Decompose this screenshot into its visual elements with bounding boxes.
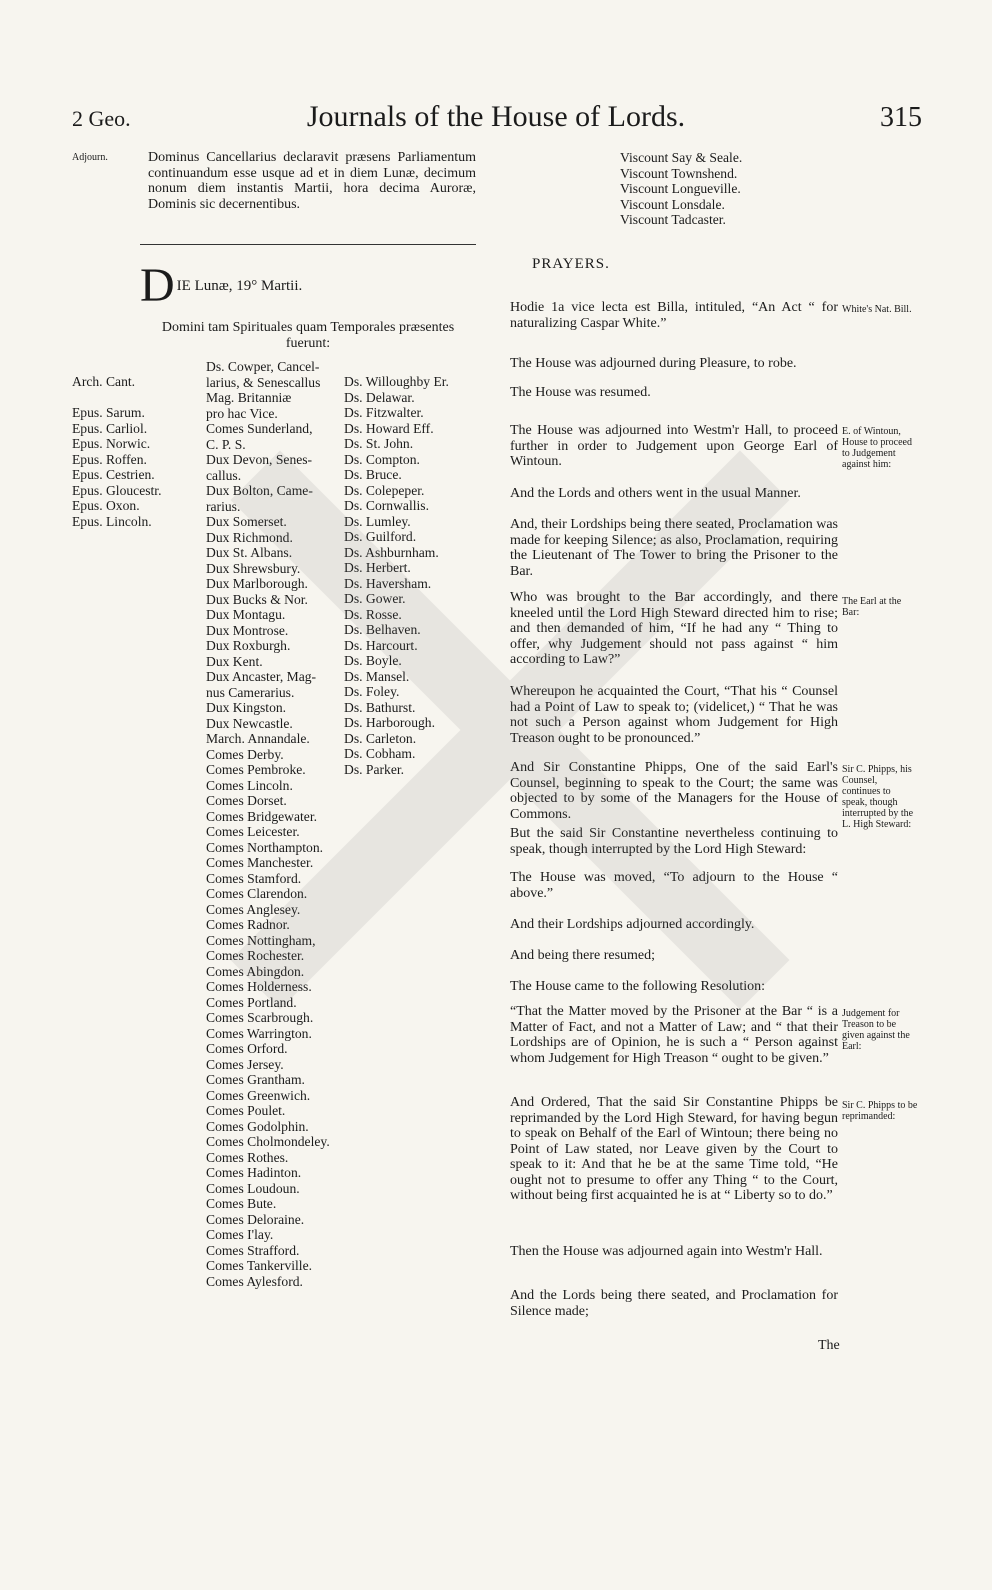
list-item: Arch. Cant. — [72, 374, 136, 389]
list-item: Epus. Oxon. — [72, 498, 140, 513]
list-item: Comes Grantham. — [206, 1072, 305, 1087]
list-item: Comes Lincoln. — [206, 777, 293, 793]
list-item: Dux Ancaster, Mag- — [206, 669, 317, 684]
paragraph: The House was adjourned during Pleasure, to robe. — [510, 356, 797, 371]
list-item: Ds. Rosse. — [344, 606, 402, 622]
list-item: Epus. Cestrien. — [72, 467, 155, 482]
list-item: Viscount Tadcaster. — [620, 212, 726, 227]
list-item: Dux Montagu. — [206, 607, 286, 622]
resolution-paragraph: “That the Matter moved by the Prisoner at the Bar “ is a Matter of Fact, and not a Matter of Law; and “ that their Lordships are of Opinion, he is such a “ Person against whom Judgement for High Treason “ ought to be given.” — [510, 1004, 838, 1066]
list-item: Dux Roxburgh. — [206, 638, 291, 653]
list-item: Comes Clarendon. — [206, 886, 308, 901]
list-item: Dux Kingston. — [206, 700, 287, 715]
list-item: Epus. Roffen. — [72, 451, 147, 467]
list-item: Ds. Ashburnham. — [344, 544, 439, 560]
list-item: Comes Pembroke. — [206, 762, 306, 777]
list-item: Comes Poulet. — [206, 1103, 286, 1118]
list-item — [72, 390, 202, 406]
list-item: Comes Rochester. — [206, 948, 305, 963]
list-item: Ds. Bruce. — [344, 467, 402, 482]
list-item: Comes Nottingham, — [206, 932, 316, 948]
list-item: Dux Bolton, Came- — [206, 483, 313, 498]
list-item: Dux Kent. — [206, 653, 263, 669]
viscounts-list — [620, 150, 820, 228]
list-item: pro hac Vice. — [206, 405, 278, 421]
list-item: Ds. Harcourt. — [344, 637, 418, 653]
bishops-list — [72, 374, 202, 529]
list-item: Dux Bucks & Nor. — [206, 591, 308, 607]
barons-list — [344, 374, 479, 777]
list-item: Dux Somerset. — [206, 514, 287, 529]
list-item: Comes Anglesey. — [206, 901, 301, 917]
list-item: Comes Rothes. — [206, 1149, 289, 1165]
paragraph: And being there resumed; — [510, 948, 656, 963]
present-heading: Domini tam Spirituales quam Temporales præsentes fuerunt: — [161, 320, 455, 351]
list-item: Comes Manchester. — [206, 855, 314, 870]
list-item: Viscount Say & Seale. — [620, 150, 743, 165]
list-item: Comes Derby. — [206, 746, 284, 762]
reign-label: 2 Geo. — [72, 106, 131, 131]
list-item: Comes Holderness. — [206, 979, 312, 994]
list-item: Epus. Sarum. — [72, 405, 145, 420]
list-item: Ds. Cobham. — [344, 746, 416, 761]
list-item: Ds. Guilford. — [344, 529, 417, 544]
list-item: Comes Stamford. — [206, 870, 302, 886]
list-item: Ds. Delawar. — [344, 389, 415, 405]
drop-cap: D — [140, 259, 175, 312]
list-item: Ds. Howard Eff. — [344, 420, 434, 436]
list-item: Epus. Carliol. — [72, 420, 148, 436]
list-item: Dux St. Albans. — [206, 545, 293, 560]
list-item: Ds. Carleton. — [344, 730, 417, 746]
list-item: Comes Bute. — [206, 1196, 277, 1211]
peers-list — [206, 359, 346, 1289]
list-item: Comes Sunderland, — [206, 421, 313, 436]
list-item: Comes Scarbrough. — [206, 1010, 314, 1025]
paragraph: The House came to the following Resolution: — [510, 979, 766, 994]
list-item: Epus. Norwic. — [72, 436, 151, 451]
list-item: Dux Montrose. — [206, 622, 289, 638]
list-item: Dux Marlborough. — [206, 576, 308, 591]
list-item: Comes Leicester. — [206, 824, 300, 839]
paragraph: And Sir Constantine Phipps, One of the said Earl's Counsel, beginning to speak to the Court; the same was objected to by some of the Managers for the House of Commons. — [510, 760, 838, 822]
list-item: Comes Greenwich. — [206, 1087, 311, 1103]
list-item: Comes Strafford. — [206, 1242, 300, 1258]
margin-note: The Earl at the Bar: — [842, 596, 902, 618]
list-item: Ds. Compton. — [344, 451, 420, 467]
list-item: Ds. Gower. — [344, 591, 406, 606]
date-heading — [140, 259, 480, 312]
list-item: Comes Orford. — [206, 1041, 288, 1056]
list-item: Comes Tankerville. — [206, 1258, 313, 1273]
list-item: Comes Warrington. — [206, 1025, 312, 1041]
list-item: Ds. St. John. — [344, 436, 414, 451]
list-item: Comes Deloraine. — [206, 1211, 305, 1227]
list-item: Comes Godolphin. — [206, 1118, 309, 1134]
order-paragraph: And Ordered, That the said Sir Constantine Phipps be reprimanded by the Lord High Steward, for having begun to speak on Behalf of the Earl of Wintoun; there being no Point of Law stated, nor Leave given by the Court to speak to it: And that he be at the same Time told, “He ought not to presume to offer any Thing “ to the Court, without being first acquainted he is at “ Liberty so to do.” — [510, 1095, 838, 1203]
margin-note: Sir C. Phipps, his Counsel, continues to speak, though interrupted by the L. High Steward: — [842, 764, 914, 830]
paragraph: The House was moved, “To adjourn to the House “ above.” — [510, 870, 838, 901]
list-item: Comes Cholmondeley. — [206, 1134, 330, 1149]
list-item: Comes Hadinton. — [206, 1165, 302, 1180]
margin-note-adjourn: Adjourn. — [72, 152, 108, 163]
paragraph: And, their Lordships being there seated, Proclamation was made for keeping Silence; as also, Proclamation, requiring the Lieutenant of The Tower to bring the Prisoner to the Bar. — [510, 517, 838, 579]
list-item: Ds. Cornwallis. — [344, 498, 429, 513]
list-item: Ds. Bathurst. — [344, 699, 416, 715]
list-item: Ds. Belhaven. — [344, 622, 421, 637]
paragraph: And the Lords being there seated, and Proclamation for Silence made; — [510, 1288, 838, 1319]
paragraph: And the Lords and others went in the usual Manner. — [510, 486, 801, 501]
catchword: The — [818, 1338, 840, 1353]
list-item: Comes Bridgewater. — [206, 808, 317, 824]
list-item: Ds. Lumley. — [344, 513, 411, 529]
paragraph: The House was adjourned into Westm'r Hall, to proceed further in order to Judgement upon George Earl of Wintoun. — [510, 423, 838, 469]
list-item: Ds. Boyle. — [344, 653, 402, 668]
margin-note: E. of Wintoun, House to proceed to Judgement against him: — [842, 426, 912, 470]
list-item: Comes Portland. — [206, 994, 297, 1010]
margin-note: White's Nat. Bill. — [842, 304, 912, 315]
list-item: Dux Devon, Senes- — [206, 452, 313, 467]
list-item: Comes Loudoun. — [206, 1180, 300, 1196]
list-item: larius, & Senescallus — [206, 374, 321, 390]
list-item: Epus. Lincoln. — [72, 513, 152, 529]
list-item: Dux Newcastle. — [206, 715, 293, 731]
adjourn-paragraph: Dominus Cancellarius declaravit præsens Parliamentum continuandum esse usque ad et in diem Lunæ, decimum nonum diem instantis Martii, hora decima Auroræ, Dominis sic decernentibus. — [148, 150, 476, 212]
list-item: Ds. Willoughby Er. — [344, 374, 449, 389]
paragraph: Who was brought to the Bar accordingly, and there kneeled until the Lord High Steward directed him to rise; and then demanded of him, “If he had any “ Thing to offer, why Judgement should not pass against “ him according to Law?” — [510, 590, 838, 667]
list-item: C. P. S. — [206, 436, 246, 452]
list-item: Viscount Lonsdale. — [620, 196, 725, 212]
list-item: March. Annandale. — [206, 731, 310, 746]
list-item: Dux Shrewsbury. — [206, 560, 301, 576]
margin-note: Judgement for Treason to be given against the Earl: — [842, 1008, 910, 1052]
page-title: Journals of the House of Lords. — [306, 100, 686, 133]
page-number: 315 — [880, 102, 922, 133]
paragraph: Hodie 1a vice lecta est Billa, intituled, “An Act “ for naturalizing Caspar White.” — [510, 300, 838, 331]
list-item: Comes Aylesford. — [206, 1273, 303, 1289]
prayers-heading: PRAYERS. — [532, 256, 610, 272]
list-item: Comes Northampton. — [206, 839, 324, 855]
divider — [140, 244, 476, 245]
list-item: callus. — [206, 467, 242, 483]
list-item: Mag. Britanniæ — [206, 390, 292, 405]
paragraph: Then the House was adjourned again into Westm'r Hall. — [510, 1244, 823, 1259]
paragraph: The House was resumed. — [510, 385, 651, 400]
list-item: Ds. Mansel. — [344, 668, 410, 684]
paragraph: And their Lordships adjourned accordingly. — [510, 917, 755, 932]
list-item: nus Camerarius. — [206, 684, 295, 700]
list-item: Comes Dorset. — [206, 793, 287, 808]
paragraph: But the said Sir Constantine nevertheless continuing to speak, though interrupted by the Lord High Steward: — [510, 826, 838, 857]
paragraph: Whereupon he acquainted the Court, “That his “ Counsel had a Point of Law to speak to; (videlicet,) “ That he was not such a Person against whom Judgement for High Treason ought to be pronounced.” — [510, 684, 838, 746]
list-item: Comes Radnor. — [206, 917, 290, 932]
list-item: Ds. Foley. — [344, 684, 400, 699]
list-item: Ds. Fitzwalter. — [344, 405, 424, 420]
list-item: Ds. Herbert. — [344, 560, 411, 575]
list-item: Comes I'lay. — [206, 1227, 274, 1242]
list-item: Comes Jersey. — [206, 1056, 284, 1072]
list-item: Dux Richmond. — [206, 529, 293, 545]
list-item: Ds. Cowper, Cancel- — [206, 359, 320, 374]
list-item: Ds. Colepeper. — [344, 482, 425, 498]
date-text: IE Lunæ, 19° Martii. — [176, 278, 303, 294]
margin-note: Sir C. Phipps to be reprimanded: — [842, 1100, 918, 1122]
list-item: Ds. Haversham. — [344, 575, 432, 591]
list-item: Ds. Parker. — [344, 761, 405, 777]
list-item: Epus. Gloucestr. — [72, 482, 162, 498]
list-item: Ds. Harborough. — [344, 715, 435, 730]
list-item: Comes Abingdon. — [206, 963, 305, 979]
list-item: Viscount Townshend. — [620, 165, 738, 181]
list-item: rarius. — [206, 498, 241, 514]
list-item: Viscount Longueville. — [620, 181, 741, 196]
